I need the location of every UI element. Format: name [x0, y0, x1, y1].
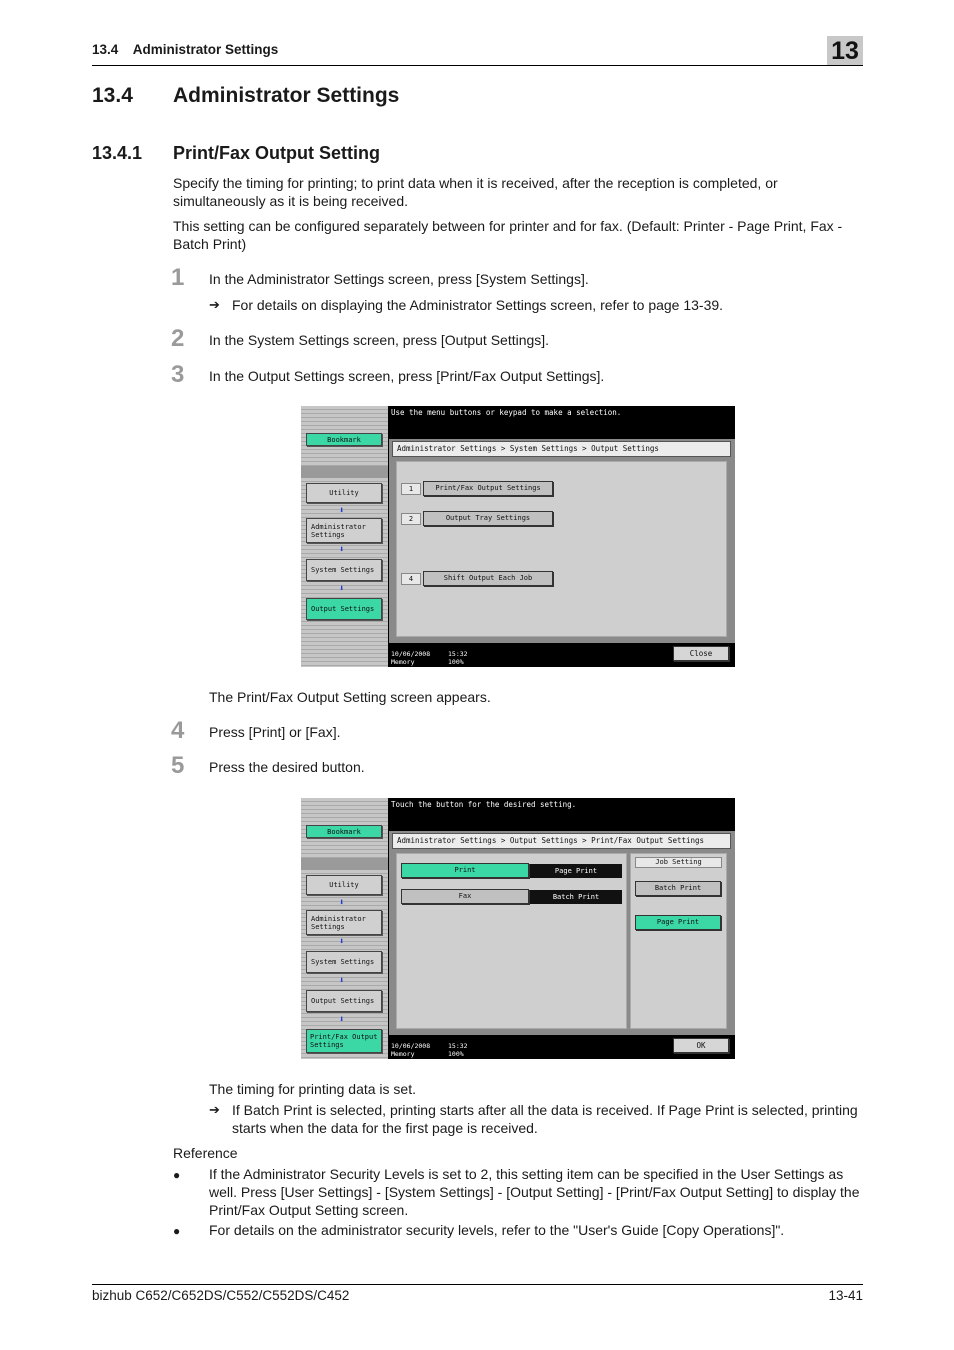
bookmark-button[interactable]: Bookmark — [306, 433, 382, 446]
utility-button[interactable]: Utility — [306, 875, 382, 895]
status-time: 15:32 — [448, 1042, 468, 1050]
reference-title: Reference — [173, 1145, 238, 1161]
step-text: In the Administrator Settings screen, press [System Settings]. — [209, 271, 589, 287]
output-settings-button[interactable]: Output Settings — [306, 990, 382, 1012]
subsection-number: 13.4.1 — [92, 143, 143, 163]
subsection-title: Print/Fax Output Setting — [173, 143, 380, 163]
output-settings-screen — [301, 406, 735, 667]
reference-item: If the Administrator Security Levels is set to 2, this setting item can be specified in the User Settings as well. Press [User Settings] - [System Settings] - [Output Setting] - [Print/Fax Output Setting] to display the Print/Fax Output Setting screen. — [209, 1166, 860, 1218]
memory-label: Memory — [391, 1050, 415, 1058]
step-number: 2 — [171, 325, 185, 352]
memory-value: 100% — [448, 658, 464, 666]
print-fax-output-settings-button[interactable]: Print/Fax Output Settings — [423, 481, 553, 496]
step-number: 5 — [171, 752, 185, 779]
screen-message: Use the menu buttons or keypad to make a selection. — [391, 408, 622, 417]
intro-paragraph: This setting can be configured separately between for printer and for fax. (Default: Printer - Page Print, Fax - Batch Print) — [173, 218, 843, 252]
subsection-heading — [92, 143, 380, 164]
fax-value: Batch Print — [530, 890, 622, 904]
status-bar — [388, 645, 668, 667]
status-time: 15:32 — [448, 650, 468, 658]
button-label-line: Settings — [311, 922, 345, 931]
button-label-line: Settings — [311, 530, 345, 539]
close-button[interactable]: Close — [673, 646, 729, 661]
administrator-settings-button[interactable] — [306, 910, 382, 935]
status-date: 10/06/2008 — [391, 1042, 431, 1050]
system-settings-button[interactable]: System Settings — [306, 951, 382, 973]
status-bar — [388, 1037, 668, 1059]
down-arrow-icon: ⬇ — [339, 584, 345, 594]
bullet-icon: ● — [173, 1168, 181, 1182]
print-fax-output-settings-button[interactable] — [306, 1029, 382, 1053]
intro-paragraph: Specify the timing for printing; to print data when it is received, after the reception is completed, or simultaneously as it is being received. — [173, 175, 778, 209]
down-arrow-icon: ⬇ — [339, 937, 345, 947]
footer-product: bizhub C652/C652DS/C552/C552DS/C452 — [92, 1288, 350, 1303]
ok-button[interactable]: OK — [673, 1038, 729, 1053]
left-panel — [301, 406, 388, 667]
status-date: 10/06/2008 — [391, 650, 431, 658]
step-number: 1 — [171, 264, 185, 291]
bullet-icon: ● — [173, 1224, 181, 1238]
running-header: 13.4 Administrator Settings — [92, 42, 279, 57]
option-number: 4 — [401, 573, 421, 585]
fax-button[interactable]: Fax — [401, 889, 529, 904]
print-button[interactable]: Print — [401, 863, 529, 878]
memory-label: Memory — [391, 658, 415, 666]
down-arrow-icon: ⬇ — [339, 1015, 345, 1025]
breadcrumb: Administrator Settings > Output Settings > Print/Fax Output Settings — [392, 833, 731, 849]
down-arrow-icon: ⬇ — [339, 898, 345, 908]
output-tray-settings-button[interactable]: Output Tray Settings — [423, 511, 553, 526]
section-heading — [92, 84, 399, 108]
footer-rule — [92, 1284, 863, 1285]
chapter-badge: 13 — [827, 36, 863, 65]
arrow-icon: ➔ — [209, 297, 220, 312]
down-arrow-icon: ⬇ — [339, 506, 345, 516]
job-setting-title: Job Setting — [635, 857, 722, 868]
page-number: 13-41 — [828, 1288, 863, 1303]
step-text: Press [Print] or [Fax]. — [209, 724, 341, 740]
button-label-line: Print/Fax Output — [310, 1033, 378, 1041]
section-title: Administrator Settings — [173, 84, 400, 107]
option-number: 2 — [401, 513, 421, 525]
down-arrow-icon: ⬇ — [339, 545, 345, 555]
header-rule — [92, 65, 863, 66]
bookmark-button[interactable]: Bookmark — [306, 825, 382, 838]
step-text: In the System Settings screen, press [Output Settings]. — [209, 332, 550, 348]
print-value: Page Print — [530, 864, 622, 878]
result-text: The timing for printing data is set. — [209, 1081, 416, 1097]
shift-output-each-job-button[interactable]: Shift Output Each Job — [423, 571, 553, 586]
administrator-settings-button[interactable] — [306, 518, 382, 543]
button-label-line: Administrator — [311, 914, 366, 923]
arrow-icon: ➔ — [209, 1102, 220, 1117]
step-subtext: For details on displaying the Administrator Settings screen, refer to page 13-39. — [232, 297, 724, 313]
left-panel — [301, 798, 388, 1059]
system-settings-button[interactable]: System Settings — [306, 559, 382, 581]
down-arrow-icon: ⬇ — [339, 976, 345, 986]
screen-message: Touch the button for the desired setting. — [391, 800, 577, 809]
result-text: The Print/Fax Output Setting screen appears. — [209, 689, 491, 705]
result-subtext: If Batch Print is selected, printing starts after all the data is received. If Page Print is selected, printing starts when the data for the first page is received. — [232, 1102, 858, 1136]
step-number: 3 — [171, 361, 185, 388]
breadcrumb: Administrator Settings > System Settings > Output Settings — [392, 441, 731, 457]
button-label-line: Administrator — [311, 522, 366, 531]
memory-value: 100% — [448, 1050, 464, 1058]
step-text: In the Output Settings screen, press [Print/Fax Output Settings]. — [209, 368, 605, 384]
page-print-button[interactable]: Page Print — [635, 915, 721, 930]
settings-panel — [396, 853, 627, 1029]
job-setting-panel — [630, 853, 727, 1029]
reference-item: For details on the administrator security levels, refer to the "User's Guide [Copy Operations]". — [209, 1222, 785, 1238]
utility-button[interactable]: Utility — [306, 483, 382, 503]
section-number: 13.4 — [92, 84, 133, 107]
option-number: 1 — [401, 483, 421, 495]
step-text: Press the desired button. — [209, 759, 365, 775]
print-fax-output-setting-screen — [301, 798, 735, 1059]
batch-print-button[interactable]: Batch Print — [635, 881, 721, 896]
output-settings-button[interactable]: Output Settings — [306, 598, 382, 620]
step-number: 4 — [171, 717, 185, 744]
button-label-line: Settings — [310, 1041, 344, 1049]
